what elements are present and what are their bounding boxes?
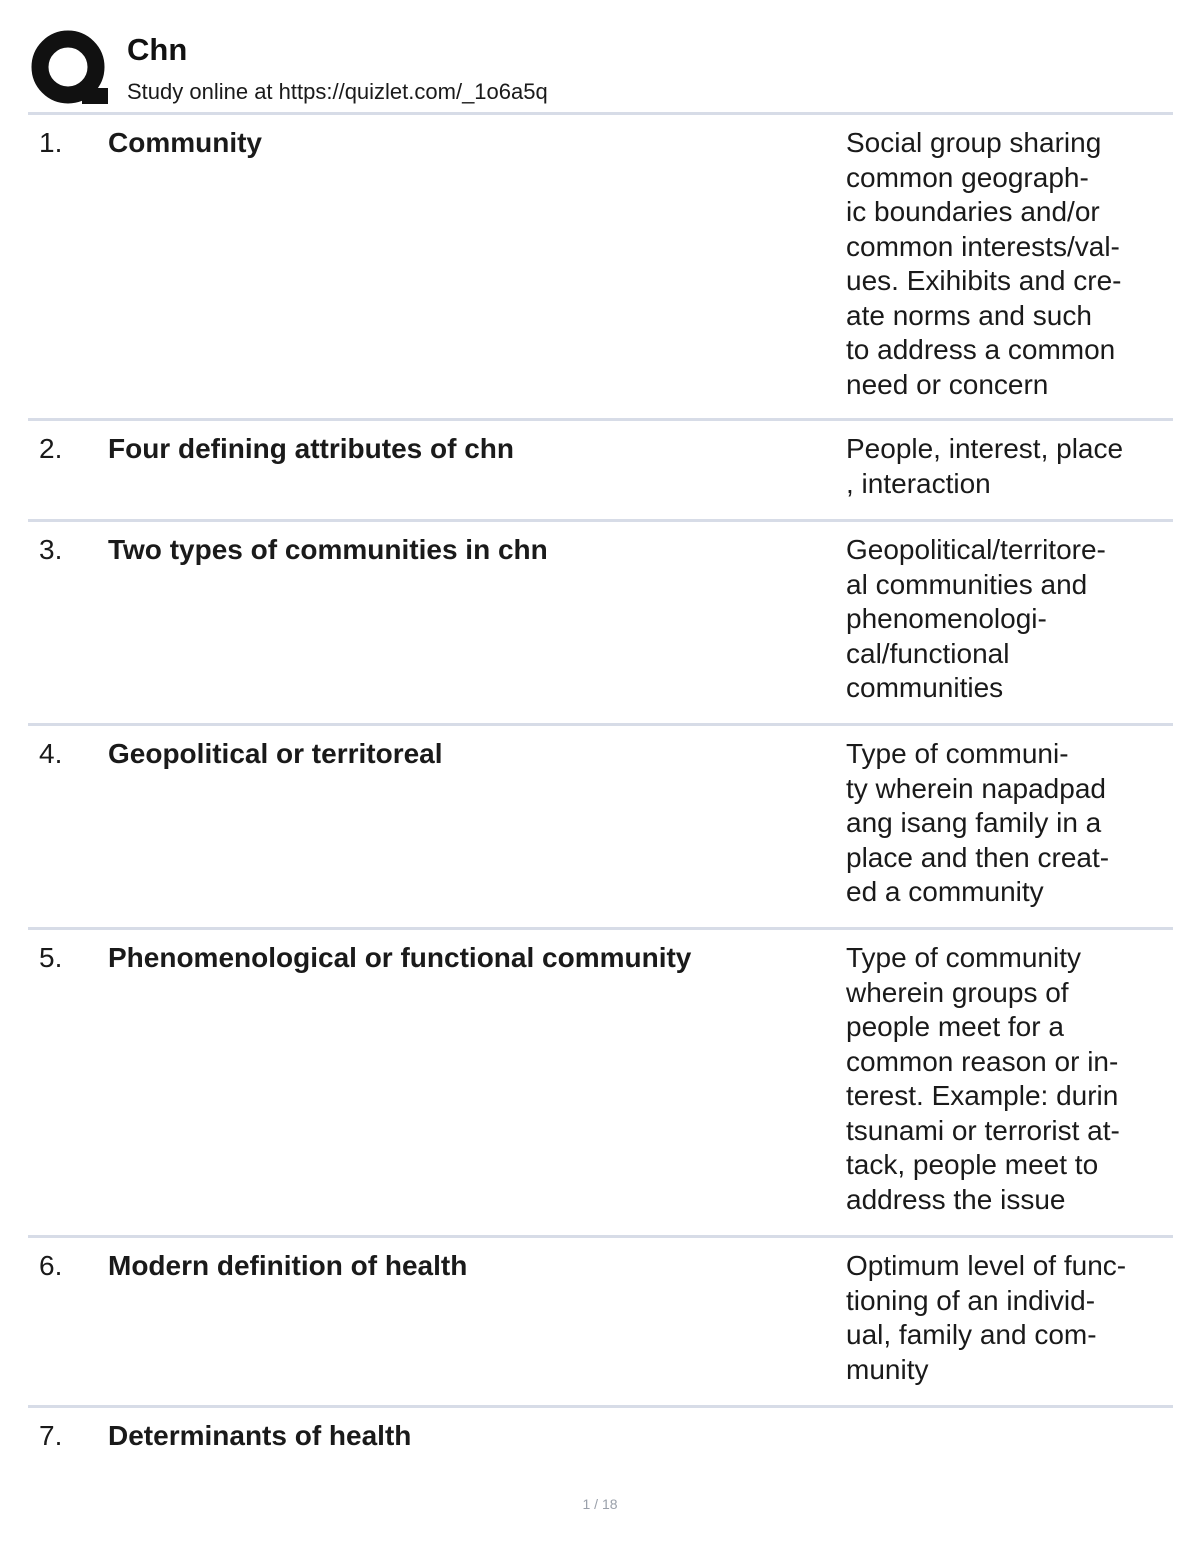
flashcard [28, 1408, 1173, 1468]
quizlet-logo-icon [30, 28, 110, 108]
flashcard [28, 522, 1173, 726]
card-number: 3. [39, 534, 63, 565]
definition-line: al communities and [846, 568, 1088, 600]
card-term: Two types of communities in chn [108, 534, 548, 565]
definition-line: tack, people meet to [846, 1149, 1099, 1180]
card-number: 4. [39, 738, 63, 769]
card-definition [846, 432, 1166, 501]
page-title: Chn [127, 32, 188, 67]
card-term: Community [108, 127, 262, 158]
definition-line: ate norms and such [846, 299, 1092, 331]
definition-line: , interaction [846, 467, 991, 499]
card-term: Determinants of health [108, 1420, 412, 1451]
definition-line: common reason or in- [846, 1045, 1119, 1077]
card-number: 1. [39, 127, 63, 158]
definition-line: Optimum level of func- [846, 1250, 1127, 1281]
definition-line: place and then creat- [846, 841, 1110, 873]
definition-line: ual, family and com- [846, 1319, 1097, 1350]
definition-line: people meet for a [846, 1011, 1064, 1042]
card-definition [846, 1249, 1166, 1387]
study-online-link[interactable]: Study online at https://quizlet.com/_1o6a5q [127, 79, 548, 104]
card-definition [846, 126, 1166, 402]
flashcard [28, 726, 1173, 930]
card-definition [846, 533, 1166, 706]
definition-line: Social group sharing [846, 127, 1102, 158]
card-number: 6. [39, 1250, 63, 1281]
definition-line: Geopolitical/territore- [846, 534, 1106, 565]
card-definition [846, 737, 1166, 910]
definition-line: terest. Example: durin [846, 1080, 1119, 1111]
card-number: 7. [39, 1420, 63, 1451]
card-term: Geopolitical or territoreal [108, 738, 443, 769]
definition-line: cal/functional [846, 637, 1010, 669]
definition-line: ues. Exihibits and cre- [846, 265, 1122, 296]
definition-line: Type of community [846, 942, 1081, 973]
definition-line: Type of communi- [846, 738, 1069, 769]
card-term: Phenomenological or functional community [108, 942, 692, 973]
definition-line: phenomenologi- [846, 603, 1047, 634]
definition-line: communities [846, 672, 1004, 703]
flashcard [28, 115, 1173, 421]
definition-line: tsunami or terrorist at- [846, 1114, 1120, 1146]
card-term: Modern definition of health [108, 1250, 468, 1281]
definition-line: ic boundaries and/or [846, 196, 1100, 227]
definition-line: People, interest, place [846, 433, 1124, 464]
card-term: Four defining attributes of chn [108, 433, 514, 464]
card-number: 5. [39, 942, 63, 973]
flashcard [28, 421, 1173, 522]
card-definition [846, 941, 1166, 1217]
definition-line: need or concern [846, 368, 1049, 400]
flashcard-list [28, 115, 1173, 1468]
page-indicator: 1 / 18 [582, 1496, 618, 1512]
definition-line: ang isang family in a [846, 807, 1102, 838]
definition-line: wherein groups of [846, 976, 1069, 1008]
definition-line: address the issue [846, 1183, 1066, 1215]
flashcard [28, 930, 1173, 1238]
definition-line: munity [846, 1353, 929, 1385]
definition-line: ty wherein napadpad [846, 772, 1106, 804]
definition-line: to address a common [846, 334, 1116, 365]
page-header [30, 28, 1172, 112]
card-number: 2. [39, 433, 63, 464]
definition-line: common interests/val- [846, 230, 1120, 262]
definition-line: tioning of an individ- [846, 1284, 1096, 1316]
definition-line: ed a community [846, 876, 1044, 907]
definition-line: common geograph- [846, 161, 1089, 193]
flashcard [28, 1238, 1173, 1408]
